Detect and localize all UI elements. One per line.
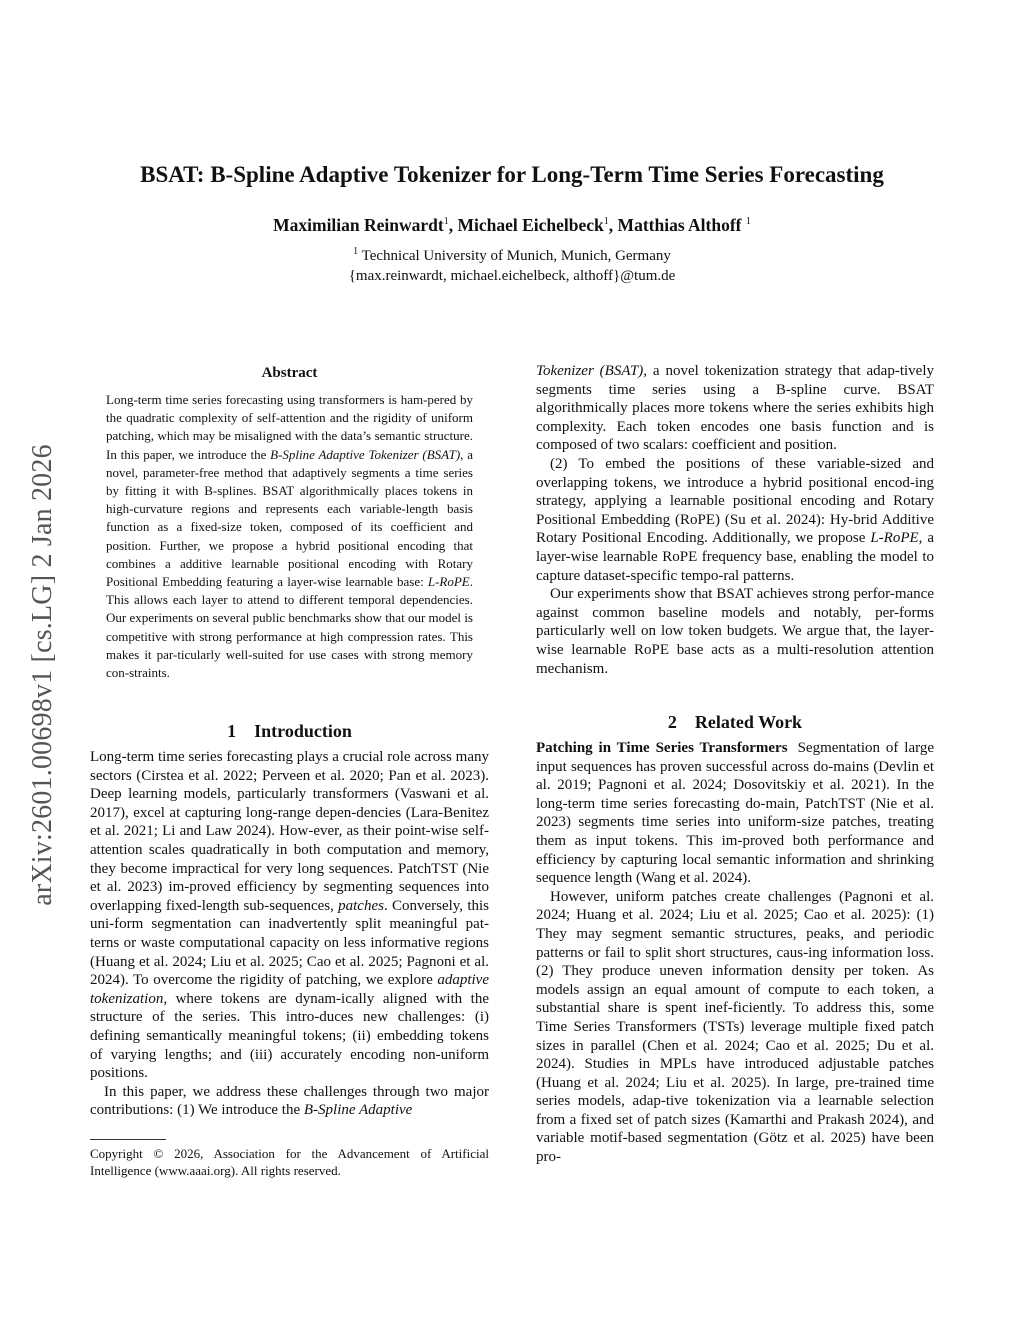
- paper-title: BSAT: B-Spline Adaptive Tokenizer for Long-Term Time Series Forecasting: [140, 162, 884, 187]
- footnote-rule: [90, 1139, 166, 1140]
- affiliation-marker: 1: [443, 216, 449, 228]
- arxiv-sidebar-stamp: [20, 380, 65, 970]
- section-heading-related-work: 2 Related Work: [667, 712, 803, 732]
- affiliation-marker: 1: [603, 216, 609, 228]
- paragraph: In this paper, we address these challenges through two major contributions: (1) We introduce the B-Spline Adaptive: [90, 1083, 489, 1119]
- run-in-heading: Patching in Time Series Transformers: [536, 740, 788, 756]
- paragraph: Long-term time series forecasting plays a crucial role across many sectors (Cirstea et al. 2022; Perveen et al. 2020; Pan et al. 2023). Deep learning models, particularly transformers (Vaswani et al. 2017), excel at capturing long-range depen-dencies (Lara-Benitez et al. 2021; Li and Law 2024). How-ever, as their point-wise self-attention scales quadratically in both computation and memory, they become impractical for very long sequences. PatchTST (Nie et al. 2023) im-proved efficiency by segmenting sequences into overlapping fixed-length sub-sequences, patches. Conversely, this uni-form segmentation can inadvertently split meaningful pat-terns or waste computational capacity on less informative regions (Huang et al. 2024; Liu et al. 2025; Cao et al. 2025; Pagnoni et al. 2024). To overcome the rigidity of patching, we explore adaptive tokenization, where tokens are dynam-ically aligned with the structure of the series. This intro-duces new challenges: (i) defining semantically meaningful tokens; (ii) embedding tokens of varying lengths; and (iii) accurately encoding non-uniform positions.: [90, 749, 489, 1082]
- paragraph: However, uniform patches create challenges (Pagnoni et al. 2024; Huang et al. 2024; Liu et al. 2025; Cao et al. 2025): (1) They may segment semantic structures, peaks, and periodic patterns or fail to split short structures, caus-ing information loss. (2) They produce uneven information density per token. As models assign an equal amount of compute to each token, a substantial share is spent inef-ficiently. To address this, some Time Series Transformers (TSTs) leverage multiple fixed patch sizes in parallel (Chen et al. 2024; Cao et al. 2025; Du et al. 2024). Studies in MPLs have introduced adjustable patches (Huang et al. 2024; Liu et al. 2025). In large, pre-trained time series models, adap-tive tokenization via a learnable selection from a fixed set of patch sizes (Kamarthi and Prakash 2024), and variable motif-based segmentation (Götz et al. 2025) have been pro-: [536, 888, 934, 1166]
- introduction-body: [90, 748, 489, 1120]
- author-name: Michael Eichelbeck: [457, 215, 604, 235]
- author-list: Maximilian Reinwardt$^1$, Michael Eichelbeck$^1$, Matthias Althoff $^1$: [273, 215, 751, 235]
- arxiv-identifier: arXiv:2601.00698v1 [cs.LG] 2 Jan 2026: [26, 444, 58, 906]
- abstract-heading: Abstract: [261, 365, 318, 381]
- paragraph: Tokenizer (BSAT), a novel tokenization strategy that adap-tively segments time series using a B-spline curve. BSAT algorithmically places more tokens where the series exhibits high complexity. Each token encodes one basis function and is composed of two scalars: coefficient and position.: [536, 363, 934, 454]
- author-name: Matthias Althoff: [617, 215, 742, 235]
- right-column-intro-continued: [536, 362, 934, 678]
- affiliation-name: Technical University of Munich, Munich, Germany: [361, 248, 671, 264]
- affiliation-block: [90, 246, 934, 286]
- author-name: Maximilian Reinwardt: [273, 215, 444, 235]
- section-heading-introduction: 1 Introduction: [227, 721, 352, 741]
- copyright-notice: Copyright © 2026, Association for the Advancement of Artificial Intelligence (www.aaai.org). All rights reserved.: [90, 1146, 489, 1178]
- affiliation-marker: 1: [353, 246, 359, 257]
- paragraph: Patching in Time Series Transformers Segmentation of large input sequences has proven successful across do-mains (Devlin et al. 2019; Pagnoni et al. 2024; Dosovitskiy et al. 2021). In the long-term time series forecasting do-main, PatchTST (Nie et al. 2023) segments time series into uniform-size patches, treating them as input tokens. This im-proved both performance and efficiency by capturing local semantic information and shrinking sequence length (Wang et al. 2024).: [536, 740, 935, 887]
- paragraph: Our experiments show that BSAT achieves strong perfor-mance against common baseline models and notably, per-forms particularly well on low token budgets. We argue that, the layer-wise learnable RoPE base acts as a multi-resolution attention mechanism.: [536, 586, 934, 677]
- affiliation-marker: 1: [745, 216, 751, 228]
- related-work-body: [536, 739, 934, 1167]
- paragraph: (2) To embed the positions of these variable-sized and overlapping tokens, we introduce a hybrid positional encod-ing strategy, applying a learnable positional encoding and Rotary Positional Embedding (RoPE) (Su et al. 2024): Hy-brid Additive Rotary Positional Encoding. Additionally, we propose L-RoPE, a layer-wise learnable RoPE frequency base, enabling the model to capture dataset-specific tempo-ral patterns.: [536, 455, 934, 584]
- abstract-text: Long-term time series forecasting using transformers is ham-pered by the quadratic complexity of self-attention and the rigidity of uniform patching, which may be misaligned with the data’s semantic structure. In this paper, we introduce the B-Spline Adaptive Tokenizer (BSAT), a novel, parameter-free method that adaptively segments a time series by fitting it with B-splines. BSAT algorithmically places tokens in high-curvature regions and represents each variable-length basis function as a fixed-size token, composed of its coefficient and position. Further, we propose a hybrid positional encoding that combines a additive learnable positional encoding with Rotary Positional Embedding featuring a layer-wise learnable base: L-RoPE. This allows each layer to attend to different temporal dependencies. Our experiments on several public benchmarks show that our model is competitive with strong performance at high compression rates. This makes it par-ticularly well-suited for use cases with strong memory con-straints.: [106, 392, 473, 681]
- author-emails: {max.reinwardt, michael.eichelbeck, althoff}@tum.de: [348, 268, 676, 284]
